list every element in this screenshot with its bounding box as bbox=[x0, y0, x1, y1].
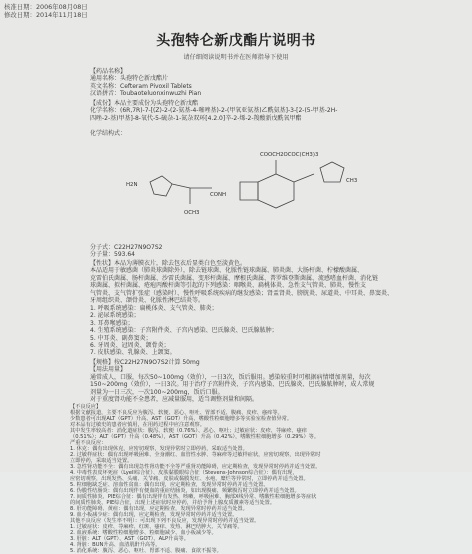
list-item: 2. 泌尿系统感染； bbox=[90, 312, 140, 320]
text-line: 5. 消化系统：腹泻、恶心、呕吐、胃部不适、腹痛、食欲不振等。 bbox=[70, 548, 222, 554]
ingredients-section bbox=[90, 100, 390, 138]
text-line: 克雷伯氏菌属、肠杆菌属、沙雷氏菌属、变形杆菌属、摩根氏菌属、普罗维登斯菌属、流感嗜血杆菌、消化链 bbox=[90, 274, 379, 282]
section-heading: 【性状】本品为薄膜衣片，除去包衣后显类白色至淡黄色。 bbox=[90, 260, 247, 267]
text-line: 牙周组织炎、颌骨炎、化脓性淋巴结炎等。 bbox=[90, 297, 205, 305]
text-line: 气管炎、支气管扩张症（感染时）、慢性呼吸系统疾病的继发感染；肾盂肾炎、膀胱炎、尿道炎、中耳炎、鼻窦炎、 bbox=[90, 289, 394, 297]
text-line: 3. 肝脏：ALT（GPT）、AST（GOT）、ALP升高等。 bbox=[70, 536, 189, 542]
list-item: 3. 耳鼻喉感染； bbox=[90, 319, 134, 327]
serious-reactions-section bbox=[70, 464, 410, 554]
text-line: 分子量：593.64 bbox=[90, 251, 135, 259]
text-line: 1. 休克：偶有出现休克，应密切观察，发现异常时立即停药，采取适当处置。 bbox=[70, 446, 248, 452]
methyl-label: CH3 bbox=[346, 178, 358, 184]
text-line: 其中发生率较高者：消化道症状：腹泻、软便（0.76%）、恶心、呕吐；过敏症状：皮疹、荨麻疹、瘙痒 bbox=[70, 428, 307, 434]
text-line: 对于重度肾功能不全患者，应减量服用，适当调整剂量和间隔。 bbox=[90, 396, 259, 404]
adverse-section bbox=[70, 404, 410, 464]
text-line: 7. 间质性肺炎、PIE综合征：偶有出现伴有发热、咳嗽、呼吸困难、胸部X线异常、嗜酸性粒细胞增多等症状 bbox=[70, 494, 317, 500]
text-line: 对本品有过敏史的患者应慎用，在用药过程中应注意观察。 bbox=[70, 422, 205, 428]
text-line: 剂量为一日三次，一次100~200mg，饭后口服。 bbox=[90, 388, 224, 396]
text-line: 英文名称：Cefteram Pivoxil Tablets bbox=[90, 82, 192, 90]
text-line: 8. 肝功能障碍、黄疸：偶有出现，应定期检查，发现异常时停药并适当处置。 bbox=[70, 506, 248, 512]
text-line: 应密切观察，出现发热、头痛、关节痛、皮肤或黏膜发红、水疱、糜烂等异常时，立即停药并适当处置。 bbox=[70, 476, 309, 482]
text-line: 【用法用量】 bbox=[90, 366, 127, 374]
text-line: 1. 过敏症状：皮疹、荨麻疹、红斑、瘙痒、发热、淋巴结肿大、关节痛等。 bbox=[70, 524, 243, 530]
text-line: 150~200mg（效价），一日3次。用于治疗子宫附件炎、子宫内感染、巴氏腺炎、巴氏腺脓肿时，成人常规 bbox=[90, 381, 375, 389]
list-item: 6. 牙周炎、冠周炎、颌骨炎； bbox=[90, 342, 170, 350]
text-line: 少数患者可出现ALT（GPT）升高、AST（GOT）升高、嗜酸性粒细胞增多等实验室检查值异常。 bbox=[70, 416, 293, 422]
structure-drawing bbox=[110, 152, 400, 240]
section-heading: 【药品名称】 bbox=[90, 68, 127, 75]
list-item: 7. 皮肤感染、乳腺炎、上颌窦。 bbox=[90, 349, 176, 357]
text-line: 球菌属、拟杆菌属、疮疱丙酸杆菌等引起的下列感染：咽喉炎、扁桃体炎、急性支气管炎、肺炎、慢性支 bbox=[90, 282, 367, 290]
text-line: 严重不良反应： bbox=[70, 440, 107, 446]
section-heading: 【成份】本品主要成份为头孢特仑新戊酯 bbox=[90, 100, 199, 107]
text-line: 根据文献报道，主要不良反应为腹泻、软便、恶心、呕吐、胃部不适、腹痛、皮疹、瘙痒等。 bbox=[70, 410, 283, 416]
approval-date: 核准日期：2006年08月08日 bbox=[4, 3, 88, 11]
text-line: 2. 过敏样症状：偶有出现呼吸困难、全身潮红、血管性水肿、荨麻疹等过敏样症状，应密切观察，出现异常时 bbox=[70, 452, 321, 458]
character-section bbox=[90, 260, 394, 305]
ester-group-label: COOCH2OCOC(CH3)3 bbox=[260, 152, 319, 158]
revision-date: 修改日期：2014年11月18日 bbox=[4, 11, 88, 19]
spec-section bbox=[90, 359, 390, 403]
methoxy-label: OCH3 bbox=[184, 210, 200, 216]
text-line: 汉语拼音：Toubaoteluonxinwuzhi Pian bbox=[90, 90, 202, 98]
text-line: 6. 伪膜性结肠炎：偶有出现伴有便血的重症结肠炎，如出现腹痛、频繁腹泻时立即停药并适当处置。 bbox=[70, 488, 300, 494]
text-line: 立即停药，采取适当处置。 bbox=[70, 458, 133, 464]
text-line: 化学名称：(6R,7R)-7-[(Z)-2-(2-氨基-4-噻唑基)-2-(甲氧亚氨基)乙酰氨基]-3-[2-(5-甲基-2H- bbox=[90, 107, 338, 115]
amine-label: H2N bbox=[126, 182, 138, 188]
list-item: 4. 生殖系统感染：子宫附件炎、子宫内感染、巴氏腺炎、巴氏腺脓肿； bbox=[90, 327, 278, 335]
text-line: 的间质性肺炎、PIE综合征，出现上述症状时应停药，并给予肾上腺皮质激素等适当处置。 bbox=[70, 500, 276, 506]
text-line: 4. 肾脏：BUN升高、血清肌酐升高等。 bbox=[70, 542, 161, 548]
text-line: 5. 粒细胞缺乏症、溶血性贫血：偶有出现，应定期检查，发现异常时停药并适当处置。 bbox=[70, 482, 269, 488]
text-line: 通用名称：头孢特仑新戊酯片 bbox=[90, 75, 169, 83]
text-line: 分子式：C22H27N9O7S2 bbox=[90, 244, 163, 251]
section-heading: 【不良反应】 bbox=[70, 404, 102, 410]
text-line: 其他不良反应（发生率不明）：可出现下列不良反应，发现异常时停药并适当处置。 bbox=[70, 518, 260, 524]
amide-label: CONH bbox=[210, 192, 227, 198]
text-line: 四唑-2-基)甲基]-8-氧代-5-硫杂-1-氮杂双环[4.2.0]辛-2-烯-2-羧酸新戊酰氧甲酯 bbox=[90, 114, 302, 122]
text-line: 本品适用于敏感菌（肺炎球菌除外），除去链球菌、化脓性链球菌属、肺炎菌、大肠杆菌、柠檬酸菌属、 bbox=[90, 267, 364, 275]
text-line: 通常成人，口服，每次50~100mg（效价），一日3次，饭后服用。感染较重时可根据病情增加剂量，每次 bbox=[90, 373, 371, 381]
text-line: （0.51%）；ALT（GPT）升高（0.48%），AST（GOT）升高（0.42%），嗜酸性粒细胞增多（0.29%）等。 bbox=[70, 434, 320, 440]
list-item: 1. 呼吸系统感染：扁桃体炎、支气管炎、肺炎； bbox=[90, 305, 218, 312]
text-line: 9. 血小板减少症：偶有出现，应定期检查，发现异常时停药并适当处置。 bbox=[70, 512, 238, 518]
text-line: 4. 中毒性表皮坏死症（Lyell综合征）、皮肤黏膜眼综合征（Stevens-Johnson综合征）：偶有出现， bbox=[70, 470, 298, 476]
indications-list bbox=[90, 305, 390, 357]
text-line: 化学结构式： bbox=[90, 130, 127, 138]
chemical-structure bbox=[110, 152, 400, 240]
text-line: 2. 血液系统：嗜酸性粒细胞增多、粒细胞减少、血小板减少等。 bbox=[70, 530, 217, 536]
reading-notice: 请仔细阅读说明书并在医师指导下使用 bbox=[183, 54, 289, 61]
drug-name-section bbox=[90, 68, 201, 98]
text-line: 3. 急性肾功能不全：偶有出现急性肾功能不全等严重肾功能障碍，应定期检查，发现异常时停药并适当处置。 bbox=[70, 464, 321, 470]
section-heading: 【规格】按C22H27N9O7S2计算 50mg bbox=[90, 359, 200, 366]
formula-section bbox=[90, 244, 162, 259]
page-title: 头孢特仑新戊酯片说明书 bbox=[156, 33, 316, 49]
list-item: 5. 中耳炎、副鼻窦炎； bbox=[90, 334, 152, 342]
